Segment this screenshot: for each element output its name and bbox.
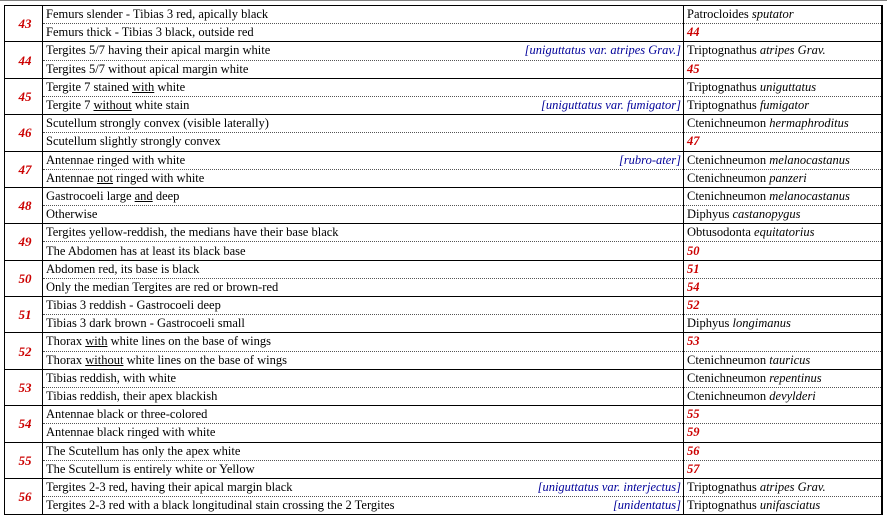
description-text: Antennae black ringed with white [46, 425, 216, 440]
character-description [43, 24, 684, 42]
key-row [5, 478, 882, 496]
variety-note: [rubro-ater] [618, 152, 681, 167]
key-row [5, 460, 882, 478]
couplet-number: 46 [5, 115, 43, 151]
key-row [5, 369, 882, 387]
goto-couplet: 54 [687, 279, 700, 294]
description-text-end: white stain [131, 98, 190, 113]
description-text: Tibias reddish, with white [46, 370, 177, 385]
key-row [5, 315, 882, 333]
result-cell [684, 24, 882, 42]
key-row [5, 224, 882, 242]
description-text: Tergite 7 [46, 98, 94, 113]
description-text: The Abdomen has at least its black base [46, 243, 246, 258]
result-cell [684, 242, 882, 260]
genus-name: Ctenichneumon [687, 152, 770, 167]
genus-name: Patrocloides [687, 7, 752, 22]
description-text: Tergite 7 stained [46, 79, 133, 94]
result-cell [684, 96, 882, 114]
couplet-number: 47 [5, 151, 43, 187]
result-cell [684, 187, 882, 205]
character-description [43, 224, 684, 242]
key-row [5, 387, 882, 405]
description-text: Scutellum strongly convex (visible laterally) [46, 116, 269, 131]
species-name: devylderi [769, 389, 816, 404]
genus-name: Diphyus [687, 207, 733, 222]
key-row [5, 351, 882, 369]
character-description [43, 369, 684, 387]
description-text: Tergites 5/7 having their apical margin white [46, 43, 271, 58]
couplet-number: 55 [5, 442, 43, 478]
genus-name: Ctenichneumon [687, 188, 770, 203]
couplet-number: 54 [5, 406, 43, 442]
key-row [5, 406, 882, 424]
goto-couplet: 51 [687, 261, 700, 276]
description-text: Tergites 2-3 red, having their apical margin black [46, 479, 293, 494]
couplet-number: 53 [5, 369, 43, 405]
genus-name: Triptognathus [687, 479, 760, 494]
character-description [43, 315, 684, 333]
description-text-end: white lines on the base of wings [107, 334, 271, 349]
description-text-end: white lines on the base of wings [123, 352, 287, 367]
character-description [43, 151, 684, 169]
species-name: melanocastanus [769, 152, 850, 167]
description-text: The Scutellum is entirely white or Yellow [46, 461, 255, 476]
description-text-end: deep [152, 188, 180, 203]
result-cell [684, 297, 882, 315]
goto-couplet: 56 [687, 443, 700, 458]
key-row [5, 206, 882, 224]
description-text: Femurs thick - Tibias 3 black, outside red [46, 25, 254, 40]
description-text: Scutellum slightly strongly convex [46, 134, 221, 149]
description-text: Gastrocoeli large [46, 188, 135, 203]
character-description [43, 351, 684, 369]
description-text: Otherwise [46, 207, 98, 222]
result-cell [684, 406, 882, 424]
result-cell [684, 169, 882, 187]
couplet-number: 56 [5, 478, 43, 514]
species-name: unifasciatus [759, 498, 821, 513]
key-row [5, 115, 882, 133]
key-row [5, 187, 882, 205]
species-name: tauricus [769, 352, 811, 367]
couplet-number: 50 [5, 260, 43, 296]
result-cell [684, 60, 882, 78]
key-row [5, 6, 882, 24]
goto-couplet: 45 [687, 61, 700, 76]
couplet-number: 48 [5, 187, 43, 223]
description-text: Abdomen red, its base is black [46, 261, 200, 276]
character-description [43, 333, 684, 351]
genus-name: Triptognathus [687, 43, 760, 58]
species-name: uniguttatus [759, 79, 817, 94]
genus-name: Ctenichneumon [687, 116, 770, 131]
genus-name: Triptognathus [687, 79, 760, 94]
couplet-number: 43 [5, 6, 43, 42]
description-text: Tibias reddish, their apex blackish [46, 389, 218, 404]
character-description [43, 60, 684, 78]
key-row [5, 424, 882, 442]
result-cell [684, 278, 882, 296]
description-text: Tibias 3 dark brown - Gastrocoeli small [46, 316, 245, 331]
variety-note: [uniguttatus var. fumigator] [541, 98, 681, 113]
description-text: Antennae black or three-colored [46, 407, 208, 422]
character-description [43, 242, 684, 260]
result-cell [684, 333, 882, 351]
result-cell [684, 224, 882, 242]
character-description [43, 206, 684, 224]
character-description [43, 478, 684, 496]
character-description [43, 497, 684, 515]
description-text: Femurs slender - Tibias 3 red, apically black [46, 7, 269, 22]
description-text: Only the median Tergites are red or brown-red [46, 279, 279, 294]
genus-name: Ctenichneumon [687, 370, 770, 385]
variety-note: [unidentatus] [612, 498, 681, 513]
goto-couplet: 47 [687, 134, 700, 149]
species-name: panzeri [769, 170, 807, 185]
species-name: longimanus [732, 316, 791, 331]
key-row [5, 497, 882, 515]
couplet-number: 49 [5, 224, 43, 260]
result-cell [684, 42, 882, 60]
species-name: atripes Grav. [759, 479, 826, 494]
character-description [43, 278, 684, 296]
genus-name: Triptognathus [687, 98, 760, 113]
genus-name: Ctenichneumon [687, 170, 770, 185]
result-cell [684, 442, 882, 460]
species-name: repentinus [769, 370, 822, 385]
key-row [5, 278, 882, 296]
couplet-number: 52 [5, 333, 43, 369]
genus-name: Triptognathus [687, 498, 760, 513]
key-row [5, 133, 882, 151]
result-cell [684, 369, 882, 387]
result-cell [684, 315, 882, 333]
goto-couplet: 52 [687, 298, 700, 313]
description-text: Antennae ringed with white [46, 152, 186, 167]
character-description [43, 78, 684, 96]
genus-name: Obtusodonta [687, 225, 755, 240]
goto-couplet: 44 [687, 25, 700, 40]
result-cell [684, 351, 882, 369]
underlined-word: without [85, 352, 124, 367]
description-text: Antennae [46, 170, 98, 185]
character-description [43, 42, 684, 60]
couplet-number: 45 [5, 78, 43, 114]
result-cell [684, 260, 882, 278]
character-description [43, 424, 684, 442]
result-cell [684, 151, 882, 169]
species-name: sputator [751, 7, 794, 22]
result-cell [684, 133, 882, 151]
goto-couplet: 55 [687, 407, 700, 422]
description-text: Tergites 2-3 red with a black longitudinal stain crossing the 2 Tergites [46, 498, 395, 513]
description-text: Thorax [46, 334, 86, 349]
key-row [5, 78, 882, 96]
couplet-number: 51 [5, 297, 43, 333]
key-row [5, 242, 882, 260]
species-name: atripes Grav. [759, 43, 826, 58]
key-row [5, 260, 882, 278]
character-description [43, 297, 684, 315]
species-name: equitatorius [754, 225, 815, 240]
result-cell [684, 115, 882, 133]
goto-couplet: 50 [687, 243, 700, 258]
result-cell [684, 497, 882, 515]
character-description [43, 169, 684, 187]
character-description [43, 260, 684, 278]
result-cell [684, 78, 882, 96]
key-row [5, 297, 882, 315]
key-row [5, 96, 882, 114]
key-row [5, 169, 882, 187]
variety-note: [uniguttatus var. atripes Grav.] [524, 43, 681, 58]
identification-key-table [4, 5, 883, 515]
description-text: Tibias 3 reddish - Gastrocoeli deep [46, 298, 221, 313]
character-description [43, 387, 684, 405]
species-name: castanopygus [732, 207, 801, 222]
key-row [5, 24, 882, 42]
species-name: fumigator [759, 98, 810, 113]
variety-note: [uniguttatus var. interjectus] [537, 479, 681, 494]
key-row [5, 60, 882, 78]
result-cell [684, 460, 882, 478]
underlined-word: and [134, 188, 153, 203]
result-cell [684, 424, 882, 442]
result-cell [684, 387, 882, 405]
key-row [5, 151, 882, 169]
description-text: Tergites yellow-reddish, the medians have their base black [46, 225, 339, 240]
goto-couplet: 53 [687, 334, 700, 349]
species-name: hermaphroditus [769, 116, 849, 131]
description-text-end: ringed with white [113, 170, 205, 185]
description-text: Tergites 5/7 without apical margin white [46, 61, 249, 76]
description-text: Thorax [46, 352, 86, 367]
goto-couplet: 59 [687, 425, 700, 440]
key-row [5, 42, 882, 60]
species-name: melanocastanus [769, 188, 850, 203]
goto-couplet: 57 [687, 461, 700, 476]
genus-name: Diphyus [687, 316, 733, 331]
result-cell [684, 478, 882, 496]
genus-name: Ctenichneumon [687, 352, 770, 367]
description-text: The Scutellum has only the apex white [46, 443, 241, 458]
underlined-word: not [97, 170, 114, 185]
character-description [43, 6, 684, 24]
character-description [43, 406, 684, 424]
result-cell [684, 6, 882, 24]
description-text-end: white [154, 79, 186, 94]
character-description [43, 133, 684, 151]
result-cell [684, 206, 882, 224]
character-description [43, 115, 684, 133]
character-description [43, 442, 684, 460]
genus-name: Ctenichneumon [687, 389, 770, 404]
underlined-word: without [93, 98, 132, 113]
underlined-word: with [85, 334, 108, 349]
key-row [5, 333, 882, 351]
couplet-number: 44 [5, 42, 43, 78]
character-description [43, 460, 684, 478]
character-description [43, 96, 684, 114]
character-description [43, 187, 684, 205]
underlined-word: with [132, 79, 155, 94]
key-row [5, 442, 882, 460]
